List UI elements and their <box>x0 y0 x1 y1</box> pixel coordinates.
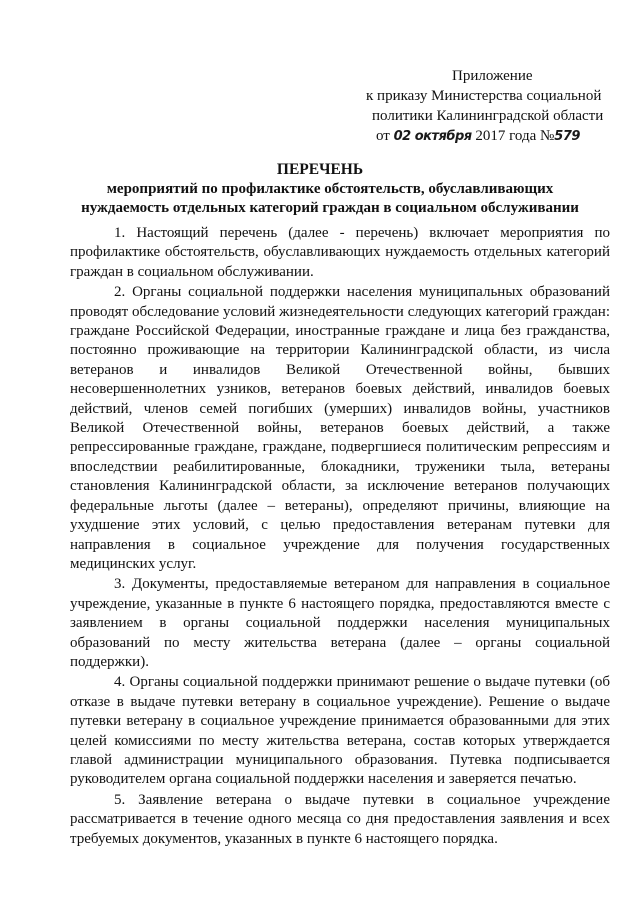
appendix-label: Приложение <box>452 68 533 84</box>
appendix-order-line: к приказу Министерства социальной <box>366 88 602 104</box>
subtitle-line-2: нуждаемость отдельных категорий граждан в социальном обслуживании <box>81 200 579 216</box>
appendix-ministry-line: политики Калининградской области <box>372 108 604 124</box>
subtitle-line-1: мероприятий по профилактике обстоятельств, обуславливающих <box>106 181 554 197</box>
paragraph-5: 5. Заявление ветерана о выдаче путевки в социальное учреждение рассматривается в течение одного месяца со дня предоставления заявления и всех требуемых документов, указанных в пункте 6 настоящего порядка. <box>70 791 610 847</box>
date-prefix: от <box>376 128 390 144</box>
document-subtitle <box>60 180 600 218</box>
date-suffix: 2017 года <box>475 128 537 144</box>
document-body <box>70 224 610 850</box>
paragraph-2: 2. Органы социальной поддержки населения муниципальных образований проводят обследование условий жизнедеятельности следующих категорий граждан: граждане Российской Федерации, иностранные граждане и лица без гражданства, постоянно проживающие на территории Калининградской области, из числа ветеранов и инвалидов Великой Отечественной войны, бывших несовершеннолетних узников, ветеранов боевых действий, инвалидов боевых действий, членов семей погибших (умерших) инвалидов войны, участников Великой Отечественной войны, ветеранов боевых действий, а также репрессированные граждане, граждане, подвергшиеся политическим репрессиям и впоследствии реабилитированные, блокадники, труженики тыла, ветераны становления Калининградской области, за исключение ветеранов получающих федеральные льготы (далее – ветераны), определяют причины, влияющие на ухудшение этих условий, с целью предоставления ветеранам путевки для направления в социальное учреждение для получения государственных медицинских услуг. <box>70 284 610 572</box>
paragraph-1: 1. Настоящий перечень (далее - перечень) включает мероприятия по профилактике обстоятельств, обуславливающих нуждаемость отдельных категорий граждан в социальном обслуживании. <box>70 225 610 280</box>
appendix-block <box>360 66 620 147</box>
handwritten-date: 02 октября <box>393 129 472 144</box>
paragraph-3: 3. Документы, предоставляемые ветераном для направления в социальное учреждение, указанные в пункте 6 настоящего порядка, предоставляются вместе с заявлением в органы социальной поддержки населения муниципальных образований по месту жительства ветерана (далее – органы социальной поддержки). <box>70 576 610 670</box>
handwritten-number: 579 <box>554 129 580 144</box>
number-prefix: № <box>539 128 555 144</box>
appendix-date-line <box>360 126 620 147</box>
paragraph-4: 4. Органы социальной поддержки принимают решение о выдаче путевки (об отказе в выдаче путевки ветерану в социальное учреждение). Решение о выдаче путевки ветерану в социальное учреждение принимается образованными для этих целей комиссиями по месту жительства ветерана, состав которых утверждается главой администрации муниципального образования. Путевка подписывается руководителем органа социальной поддержки населения и заверяется печатью. <box>70 674 610 788</box>
document-title: ПЕРЕЧЕНЬ <box>276 161 364 178</box>
